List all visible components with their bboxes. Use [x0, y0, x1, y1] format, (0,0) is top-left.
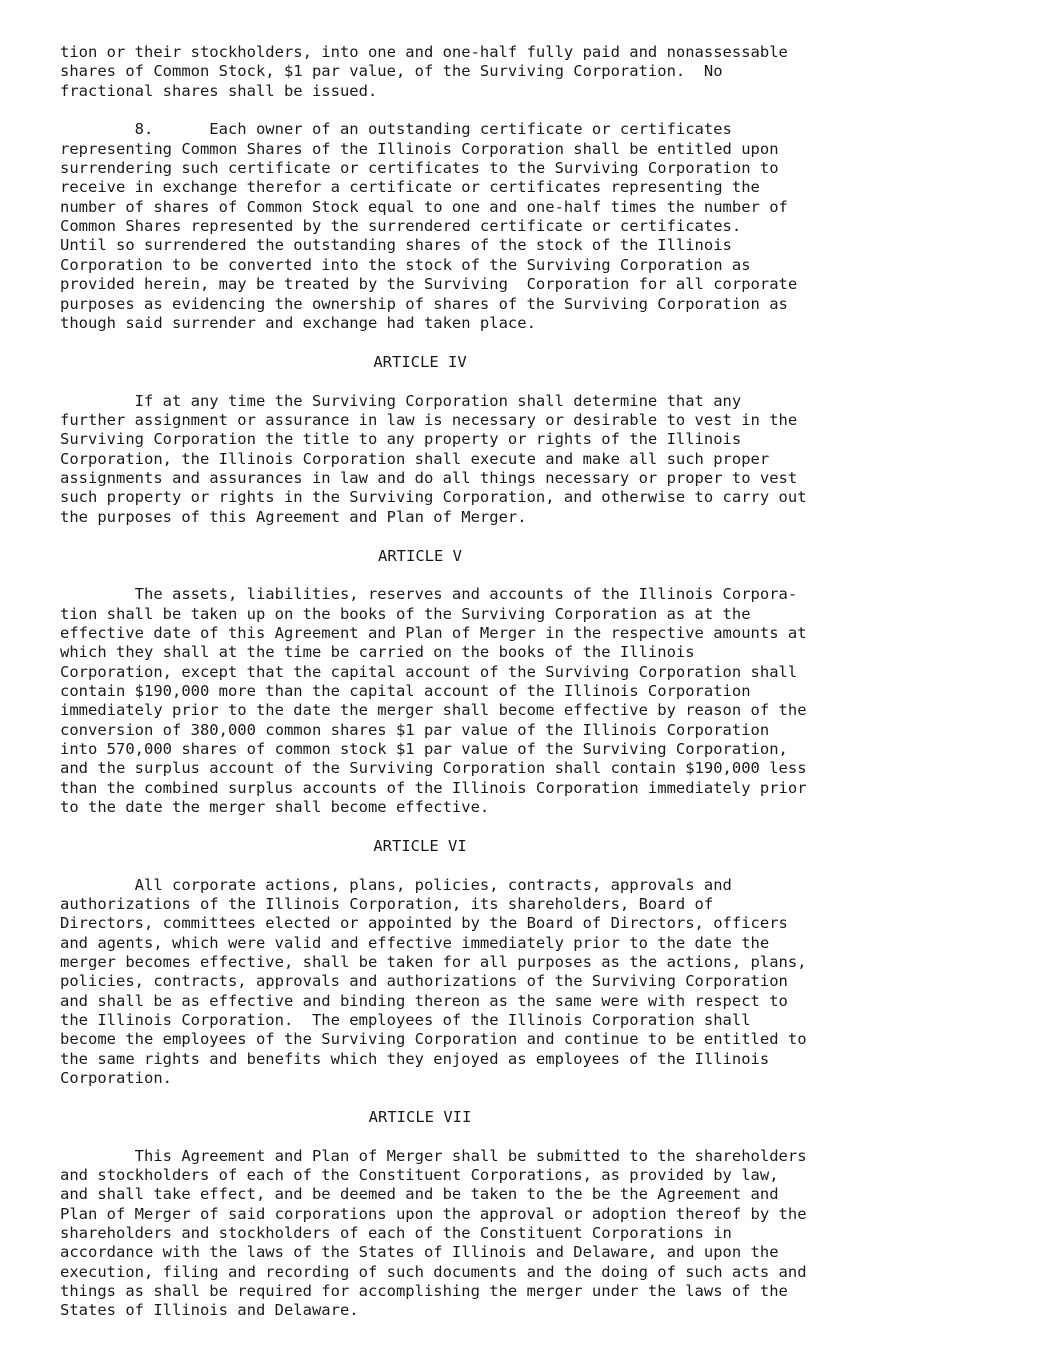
article-iv-line: assignments and assurances in law and do all things necessary or proper to vest — [60, 469, 798, 487]
section-8-line: Until so surrendered the outstanding shares of the stock of the Illinois — [60, 236, 732, 254]
article-vi-line: Corporation. — [60, 1069, 172, 1087]
intro-line: fractional shares shall be issued. — [60, 82, 378, 100]
article-v-line: contain $190,000 more than the capital account of the Illinois Corporation — [60, 682, 751, 700]
article-vii-line: shareholders and stockholders of each of the Constituent Corporations in — [60, 1224, 732, 1242]
section-8-line: number of shares of Common Stock equal to one and one-half times the number of — [60, 198, 788, 216]
article-iv-heading: ARTICLE IV — [373, 353, 467, 371]
article-vii-line: execution, filing and recording of such documents and the doing of such acts and — [60, 1263, 807, 1281]
section-8-line: receive in exchange therefor a certificate or certificates representing the — [60, 178, 760, 196]
article-v-line: immediately prior to the date the merger shall become effective by reason of the — [60, 701, 807, 719]
section-8-line: Common Shares represented by the surrendered certificate or certificates. — [60, 217, 742, 235]
article-v-line: tion shall be taken up on the books of the Surviving Corporation as at the — [60, 605, 751, 623]
section-8-line: surrendering such certificate or certificates to the Surviving Corporation to — [60, 159, 779, 177]
article-iv-line: If at any time the Surviving Corporation shall determine that any — [60, 392, 742, 410]
article-vi-line: become the employees of the Surviving Corporation and continue to be entitled to — [60, 1030, 807, 1048]
article-vii-heading: ARTICLE VII — [368, 1108, 472, 1126]
article-iv-line: further assignment or assurance in law is necessary or desirable to vest in the — [60, 411, 798, 429]
article-iv-line: the purposes of this Agreement and Plan of Merger. — [60, 508, 527, 526]
intro-line: tion or their stockholders, into one and one-half fully paid and nonassessable — [60, 43, 788, 61]
section-8-line: Corporation to be converted into the stock of the Surviving Corporation as — [60, 256, 751, 274]
section-8-line: though said surrender and exchange had taken place. — [60, 314, 536, 332]
article-vi-line: All corporate actions, plans, policies, contracts, approvals and — [60, 876, 732, 894]
article-vi-line: the Illinois Corporation. The employees of the Illinois Corporation shall — [60, 1011, 751, 1029]
article-v-heading: ARTICLE V — [378, 547, 462, 565]
article-v-line: The assets, liabilities, reserves and accounts of the Illinois Corpora- — [60, 585, 798, 603]
article-vii-line: things as shall be required for accomplishing the merger under the laws of the — [60, 1282, 788, 1300]
article-vi-line: merger becomes effective, shall be taken for all purposes as the actions, plans, — [60, 953, 807, 971]
section-8-line: 8. Each owner of an outstanding certificate or certificates — [60, 120, 732, 138]
article-v-line: Corporation, except that the capital account of the Surviving Corporation shall — [60, 663, 798, 681]
article-v-line: conversion of 380,000 common shares $1 par value of the Illinois Corporation — [60, 721, 770, 739]
article-iv-line: Surviving Corporation the title to any property or rights of the Illinois — [60, 430, 742, 448]
article-v-line: effective date of this Agreement and Plan of Merger in the respective amounts at — [60, 624, 807, 642]
article-vii-line: accordance with the laws of the States of Illinois and Delaware, and upon the — [60, 1243, 779, 1261]
article-vii-line: Plan of Merger of said corporations upon the approval or adoption thereof by the — [60, 1205, 807, 1223]
article-vii-line: States of Illinois and Delaware. — [60, 1301, 359, 1319]
article-vii-line: This Agreement and Plan of Merger shall be submitted to the shareholders — [60, 1147, 807, 1165]
article-vi-line: authorizations of the Illinois Corporation, its shareholders, Board of — [60, 895, 714, 913]
article-v-line: than the combined surplus accounts of the Illinois Corporation immediately prior — [60, 779, 807, 797]
article-vi-line: the same rights and benefits which they enjoyed as employees of the Illinois — [60, 1050, 770, 1068]
article-vi-line: and shall be as effective and binding thereon as the same were with respect to — [60, 992, 788, 1010]
section-8-line: provided herein, may be treated by the Surviving Corporation for all corporate — [60, 275, 798, 293]
article-iv-line: such property or rights in the Surviving Corporation, and otherwise to carry out — [60, 488, 807, 506]
article-v-line: which they shall at the time be carried on the books of the Illinois — [60, 643, 695, 661]
article-v-line: into 570,000 shares of common stock $1 par value of the Surviving Corporation, — [60, 740, 788, 758]
article-iv-line: Corporation, the Illinois Corporation shall execute and make all such proper — [60, 450, 770, 468]
article-vii-line: and stockholders of each of the Constituent Corporations, as provided by law, — [60, 1166, 779, 1184]
article-vi-line: policies, contracts, approvals and authorizations of the Surviving Corporation — [60, 972, 788, 990]
article-vi-line: and agents, which were valid and effective immediately prior to the date the — [60, 934, 770, 952]
section-8-line: representing Common Shares of the Illinois Corporation shall be entitled upon — [60, 140, 779, 158]
article-v-line: and the surplus account of the Surviving Corporation shall contain $190,000 less — [60, 759, 807, 777]
article-vi-line: Directors, committees elected or appointed by the Board of Directors, officers — [60, 914, 788, 932]
article-vii-line: and shall take effect, and be deemed and be taken to the be the Agreement and — [60, 1185, 779, 1203]
article-v-line: to the date the merger shall become effective. — [60, 798, 490, 816]
section-8-line: purposes as evidencing the ownership of shares of the Surviving Corporation as — [60, 295, 788, 313]
intro-line: shares of Common Stock, $1 par value, of the Surviving Corporation. No — [60, 62, 723, 80]
article-vi-heading: ARTICLE VI — [373, 837, 467, 855]
